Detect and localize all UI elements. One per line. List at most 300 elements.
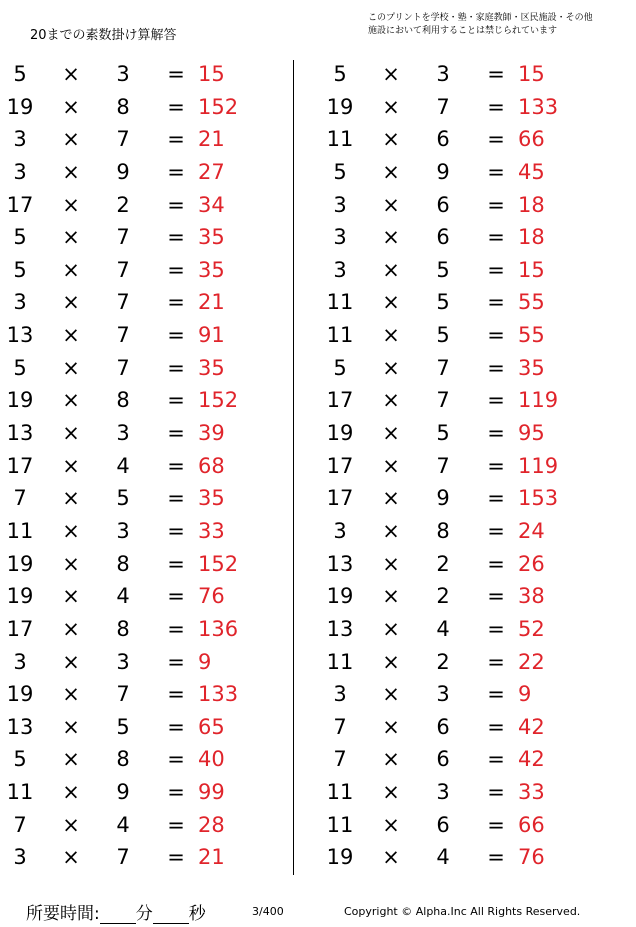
operand-b: 9	[116, 780, 130, 805]
operand-a: 13	[6, 714, 34, 739]
equals-sign: =	[167, 486, 185, 511]
operand-a: 11	[326, 127, 354, 152]
operand-b: 2	[436, 584, 450, 609]
answer: 65	[198, 714, 225, 739]
operand-b: 4	[116, 453, 130, 478]
operand-b: 7	[116, 845, 130, 870]
equals-sign: =	[487, 812, 505, 837]
answer: 133	[518, 94, 559, 119]
equals-sign: =	[487, 323, 505, 348]
answer: 68	[198, 453, 225, 478]
answer: 66	[518, 812, 545, 837]
times-sign: ×	[382, 62, 400, 86]
problem-row	[0, 384, 300, 417]
times-sign: ×	[62, 518, 80, 543]
operand-b: 6	[436, 747, 450, 772]
problem-row	[320, 450, 620, 483]
operand-b: 2	[116, 192, 130, 217]
equals-sign: =	[167, 714, 185, 739]
equals-sign: =	[487, 682, 505, 707]
answer: 35	[198, 225, 225, 250]
answer: 35	[518, 355, 545, 380]
operand-a: 19	[326, 94, 354, 119]
seconds-label: 秒	[188, 904, 206, 924]
equals-sign: =	[487, 584, 505, 609]
problem-row	[0, 711, 300, 744]
operand-a: 19	[6, 551, 34, 576]
problem-row	[0, 678, 300, 711]
equals-sign: =	[487, 780, 505, 805]
times-sign: ×	[62, 616, 80, 641]
column-divider	[293, 60, 294, 875]
answer: 133	[198, 682, 239, 707]
times-sign: ×	[382, 290, 400, 315]
answer: 9	[198, 649, 212, 674]
operand-b: 6	[436, 714, 450, 739]
operand-a: 3	[333, 518, 347, 543]
equals-sign: =	[167, 747, 185, 772]
answer: 55	[518, 323, 545, 348]
problem-row	[0, 189, 300, 222]
operand-a: 19	[326, 584, 354, 609]
equals-sign: =	[487, 257, 505, 282]
equals-sign: =	[167, 584, 185, 609]
equals-sign: =	[487, 94, 505, 119]
problem-row	[0, 254, 300, 287]
equals-sign: =	[487, 159, 505, 184]
answer: 35	[198, 355, 225, 380]
seconds-blank	[153, 907, 189, 924]
equals-sign: =	[167, 616, 185, 641]
operand-a: 13	[6, 323, 34, 348]
answer: 18	[518, 225, 545, 250]
times-sign: ×	[382, 649, 400, 674]
problem-row	[320, 482, 620, 515]
answer: 42	[518, 747, 545, 772]
operand-b: 3	[116, 421, 130, 446]
operand-a: 11	[326, 649, 354, 674]
times-sign: ×	[382, 355, 400, 380]
equals-sign: =	[487, 421, 505, 446]
times-sign: ×	[382, 159, 400, 184]
problem-row	[320, 384, 620, 417]
operand-a: 11	[6, 518, 34, 543]
equals-sign: =	[487, 486, 505, 511]
problem-row	[320, 286, 620, 319]
operand-b: 2	[436, 551, 450, 576]
equals-sign: =	[167, 421, 185, 446]
operand-a: 3	[13, 649, 27, 674]
equals-sign: =	[167, 649, 185, 674]
times-sign: ×	[62, 780, 80, 805]
operand-a: 11	[326, 323, 354, 348]
problem-row	[0, 515, 300, 548]
times-sign: ×	[62, 62, 80, 86]
equals-sign: =	[167, 225, 185, 250]
times-sign: ×	[382, 388, 400, 413]
operand-b: 7	[436, 94, 450, 119]
operand-a: 13	[326, 551, 354, 576]
operand-a: 3	[333, 682, 347, 707]
times-sign: ×	[62, 127, 80, 152]
times-sign: ×	[382, 127, 400, 152]
operand-b: 8	[116, 94, 130, 119]
equals-sign: =	[167, 62, 185, 86]
operand-a: 3	[13, 127, 27, 152]
operand-b: 5	[436, 290, 450, 315]
right-problem-column	[320, 58, 620, 874]
operand-b: 9	[436, 486, 450, 511]
problem-row	[320, 743, 620, 776]
problem-row	[0, 776, 300, 809]
operand-a: 19	[326, 421, 354, 446]
equals-sign: =	[487, 714, 505, 739]
problem-row	[320, 156, 620, 189]
operand-a: 13	[6, 421, 34, 446]
problem-row	[0, 156, 300, 189]
copyright: Copyright © Alpha.Inc All Rights Reserved.	[344, 905, 581, 918]
equals-sign: =	[487, 192, 505, 217]
operand-b: 6	[436, 225, 450, 250]
operand-b: 7	[116, 225, 130, 250]
answer: 34	[198, 192, 225, 217]
operand-b: 5	[436, 257, 450, 282]
times-sign: ×	[62, 388, 80, 413]
times-sign: ×	[382, 225, 400, 250]
problem-row	[320, 711, 620, 744]
answer: 38	[518, 584, 545, 609]
minutes-blank	[100, 907, 136, 924]
times-sign: ×	[62, 747, 80, 772]
equals-sign: =	[487, 649, 505, 674]
operand-a: 19	[6, 388, 34, 413]
times-sign: ×	[382, 584, 400, 609]
problem-row	[320, 417, 620, 450]
problem-row	[320, 580, 620, 613]
operand-a: 5	[333, 355, 347, 380]
minutes-label: 分	[135, 904, 153, 924]
problem-row	[320, 548, 620, 581]
problem-row	[320, 123, 620, 156]
answer: 21	[198, 127, 225, 152]
times-sign: ×	[62, 551, 80, 576]
answer: 18	[518, 192, 545, 217]
operand-a: 17	[326, 453, 354, 478]
answer: 15	[518, 62, 545, 86]
times-sign: ×	[382, 192, 400, 217]
operand-b: 5	[116, 486, 130, 511]
equals-sign: =	[167, 323, 185, 348]
operand-b: 7	[436, 388, 450, 413]
operand-a: 7	[13, 812, 27, 837]
time-label: 所要時間:	[26, 904, 100, 924]
operand-a: 11	[326, 812, 354, 837]
answer: 99	[198, 780, 225, 805]
equals-sign: =	[167, 780, 185, 805]
equals-sign: =	[487, 551, 505, 576]
operand-a: 7	[333, 747, 347, 772]
problem-row	[0, 841, 300, 874]
time-required	[26, 899, 206, 924]
problem-row	[0, 613, 300, 646]
operand-b: 7	[116, 127, 130, 152]
times-sign: ×	[382, 747, 400, 772]
operand-b: 4	[436, 616, 450, 641]
times-sign: ×	[382, 714, 400, 739]
answer: 153	[518, 486, 559, 511]
answer: 42	[518, 714, 545, 739]
operand-b: 7	[436, 355, 450, 380]
problem-row	[0, 580, 300, 613]
problem-row	[320, 352, 620, 385]
equals-sign: =	[167, 257, 185, 282]
page-number: 3/400	[252, 905, 284, 918]
times-sign: ×	[382, 257, 400, 282]
usage-notice	[368, 12, 628, 38]
operand-b: 8	[436, 518, 450, 543]
problem-row	[320, 221, 620, 254]
times-sign: ×	[62, 584, 80, 609]
operand-b: 7	[116, 290, 130, 315]
problem-row	[320, 809, 620, 842]
problem-row	[0, 58, 300, 91]
equals-sign: =	[487, 290, 505, 315]
problem-row	[320, 189, 620, 222]
operand-b: 3	[436, 682, 450, 707]
problem-row	[0, 417, 300, 450]
left-problem-column	[0, 58, 300, 874]
problem-row	[320, 515, 620, 548]
operand-a: 19	[6, 94, 34, 119]
times-sign: ×	[382, 518, 400, 543]
operand-b: 7	[116, 323, 130, 348]
problem-row	[0, 809, 300, 842]
times-sign: ×	[382, 323, 400, 348]
times-sign: ×	[62, 225, 80, 250]
problem-row	[0, 482, 300, 515]
answer: 39	[198, 421, 225, 446]
operand-a: 13	[326, 616, 354, 641]
operand-b: 2	[436, 649, 450, 674]
answer: 15	[518, 257, 545, 282]
answer: 28	[198, 812, 225, 837]
operand-b: 5	[116, 714, 130, 739]
operand-b: 9	[436, 159, 450, 184]
equals-sign: =	[487, 225, 505, 250]
problem-row	[0, 450, 300, 483]
times-sign: ×	[62, 290, 80, 315]
equals-sign: =	[487, 355, 505, 380]
problem-row	[0, 123, 300, 156]
answer: 152	[198, 551, 239, 576]
equals-sign: =	[487, 616, 505, 641]
equals-sign: =	[167, 159, 185, 184]
times-sign: ×	[62, 845, 80, 870]
equals-sign: =	[167, 518, 185, 543]
times-sign: ×	[62, 192, 80, 217]
problem-row	[0, 646, 300, 679]
equals-sign: =	[167, 453, 185, 478]
operand-a: 19	[326, 845, 354, 870]
operand-a: 3	[333, 192, 347, 217]
problem-row	[0, 91, 300, 124]
operand-b: 8	[116, 747, 130, 772]
problem-row	[320, 319, 620, 352]
problem-row	[0, 743, 300, 776]
operand-b: 8	[116, 388, 130, 413]
operand-b: 5	[436, 323, 450, 348]
operand-a: 5	[333, 62, 347, 86]
times-sign: ×	[62, 649, 80, 674]
answer: 119	[518, 388, 559, 413]
equals-sign: =	[487, 127, 505, 152]
equals-sign: =	[487, 62, 505, 86]
operand-b: 3	[116, 649, 130, 674]
operand-b: 8	[116, 616, 130, 641]
times-sign: ×	[62, 714, 80, 739]
answer: 35	[198, 486, 225, 511]
times-sign: ×	[382, 682, 400, 707]
operand-a: 11	[6, 780, 34, 805]
problem-row	[0, 221, 300, 254]
operand-b: 5	[436, 421, 450, 446]
operand-b: 3	[436, 62, 450, 86]
operand-a: 11	[326, 780, 354, 805]
operand-a: 5	[13, 62, 27, 86]
operand-b: 7	[116, 257, 130, 282]
times-sign: ×	[62, 257, 80, 282]
answer: 22	[518, 649, 545, 674]
problem-row	[320, 678, 620, 711]
operand-b: 3	[116, 62, 130, 86]
operand-a: 19	[6, 584, 34, 609]
answer: 119	[518, 453, 559, 478]
times-sign: ×	[62, 486, 80, 511]
operand-a: 17	[6, 616, 34, 641]
equals-sign: =	[487, 845, 505, 870]
answer: 21	[198, 290, 225, 315]
times-sign: ×	[382, 780, 400, 805]
equals-sign: =	[167, 192, 185, 217]
equals-sign: =	[167, 812, 185, 837]
equals-sign: =	[167, 355, 185, 380]
times-sign: ×	[62, 323, 80, 348]
times-sign: ×	[62, 159, 80, 184]
answer: 27	[198, 159, 225, 184]
operand-a: 5	[13, 225, 27, 250]
answer: 40	[198, 747, 225, 772]
notice-line-1: このプリントを学校・塾・家庭教師・区民施設・その他	[368, 13, 593, 23]
times-sign: ×	[382, 845, 400, 870]
times-sign: ×	[382, 812, 400, 837]
operand-a: 7	[333, 714, 347, 739]
times-sign: ×	[62, 94, 80, 119]
answer: 152	[198, 94, 239, 119]
answer: 45	[518, 159, 545, 184]
operand-b: 4	[116, 812, 130, 837]
operand-b: 9	[116, 159, 130, 184]
operand-b: 6	[436, 812, 450, 837]
problem-row	[320, 776, 620, 809]
operand-b: 8	[116, 551, 130, 576]
operand-b: 7	[436, 453, 450, 478]
answer: 91	[198, 323, 225, 348]
times-sign: ×	[62, 421, 80, 446]
answer: 26	[518, 551, 545, 576]
equals-sign: =	[167, 682, 185, 707]
operand-a: 5	[13, 355, 27, 380]
problem-row	[320, 841, 620, 874]
operand-b: 6	[436, 127, 450, 152]
operand-a: 3	[13, 845, 27, 870]
operand-a: 5	[333, 159, 347, 184]
operand-a: 19	[6, 682, 34, 707]
equals-sign: =	[167, 388, 185, 413]
answer: 33	[198, 518, 225, 543]
answer: 35	[198, 257, 225, 282]
equals-sign: =	[167, 845, 185, 870]
times-sign: ×	[62, 453, 80, 478]
times-sign: ×	[62, 355, 80, 380]
problem-row	[0, 352, 300, 385]
operand-b: 6	[436, 192, 450, 217]
answer: 76	[518, 845, 545, 870]
notice-line-2: 施設において利用することは禁じられています	[368, 26, 558, 36]
answer: 24	[518, 518, 545, 543]
answer: 52	[518, 616, 545, 641]
operand-a: 3	[13, 290, 27, 315]
worksheet-title: 20までの素数掛け算解答	[30, 28, 177, 43]
operand-a: 17	[326, 486, 354, 511]
problem-row	[320, 646, 620, 679]
problem-row	[320, 91, 620, 124]
operand-b: 4	[116, 584, 130, 609]
times-sign: ×	[382, 94, 400, 119]
answer: 136	[198, 616, 239, 641]
operand-a: 5	[13, 747, 27, 772]
operand-a: 3	[13, 159, 27, 184]
operand-a: 17	[326, 388, 354, 413]
equals-sign: =	[487, 518, 505, 543]
operand-a: 11	[326, 290, 354, 315]
times-sign: ×	[62, 812, 80, 837]
problem-row	[320, 58, 620, 91]
operand-b: 3	[436, 780, 450, 805]
equals-sign: =	[487, 388, 505, 413]
equals-sign: =	[167, 127, 185, 152]
times-sign: ×	[382, 486, 400, 511]
times-sign: ×	[382, 453, 400, 478]
answer: 152	[198, 388, 239, 413]
times-sign: ×	[62, 682, 80, 707]
equals-sign: =	[487, 747, 505, 772]
operand-a: 5	[13, 257, 27, 282]
problem-row	[320, 613, 620, 646]
operand-a: 17	[6, 453, 34, 478]
answer: 9	[518, 682, 532, 707]
answer: 66	[518, 127, 545, 152]
answer: 76	[198, 584, 225, 609]
operand-b: 7	[116, 355, 130, 380]
problem-row	[0, 319, 300, 352]
times-sign: ×	[382, 616, 400, 641]
operand-b: 4	[436, 845, 450, 870]
times-sign: ×	[382, 551, 400, 576]
operand-a: 17	[6, 192, 34, 217]
equals-sign: =	[167, 290, 185, 315]
answer: 21	[198, 845, 225, 870]
operand-b: 7	[116, 682, 130, 707]
